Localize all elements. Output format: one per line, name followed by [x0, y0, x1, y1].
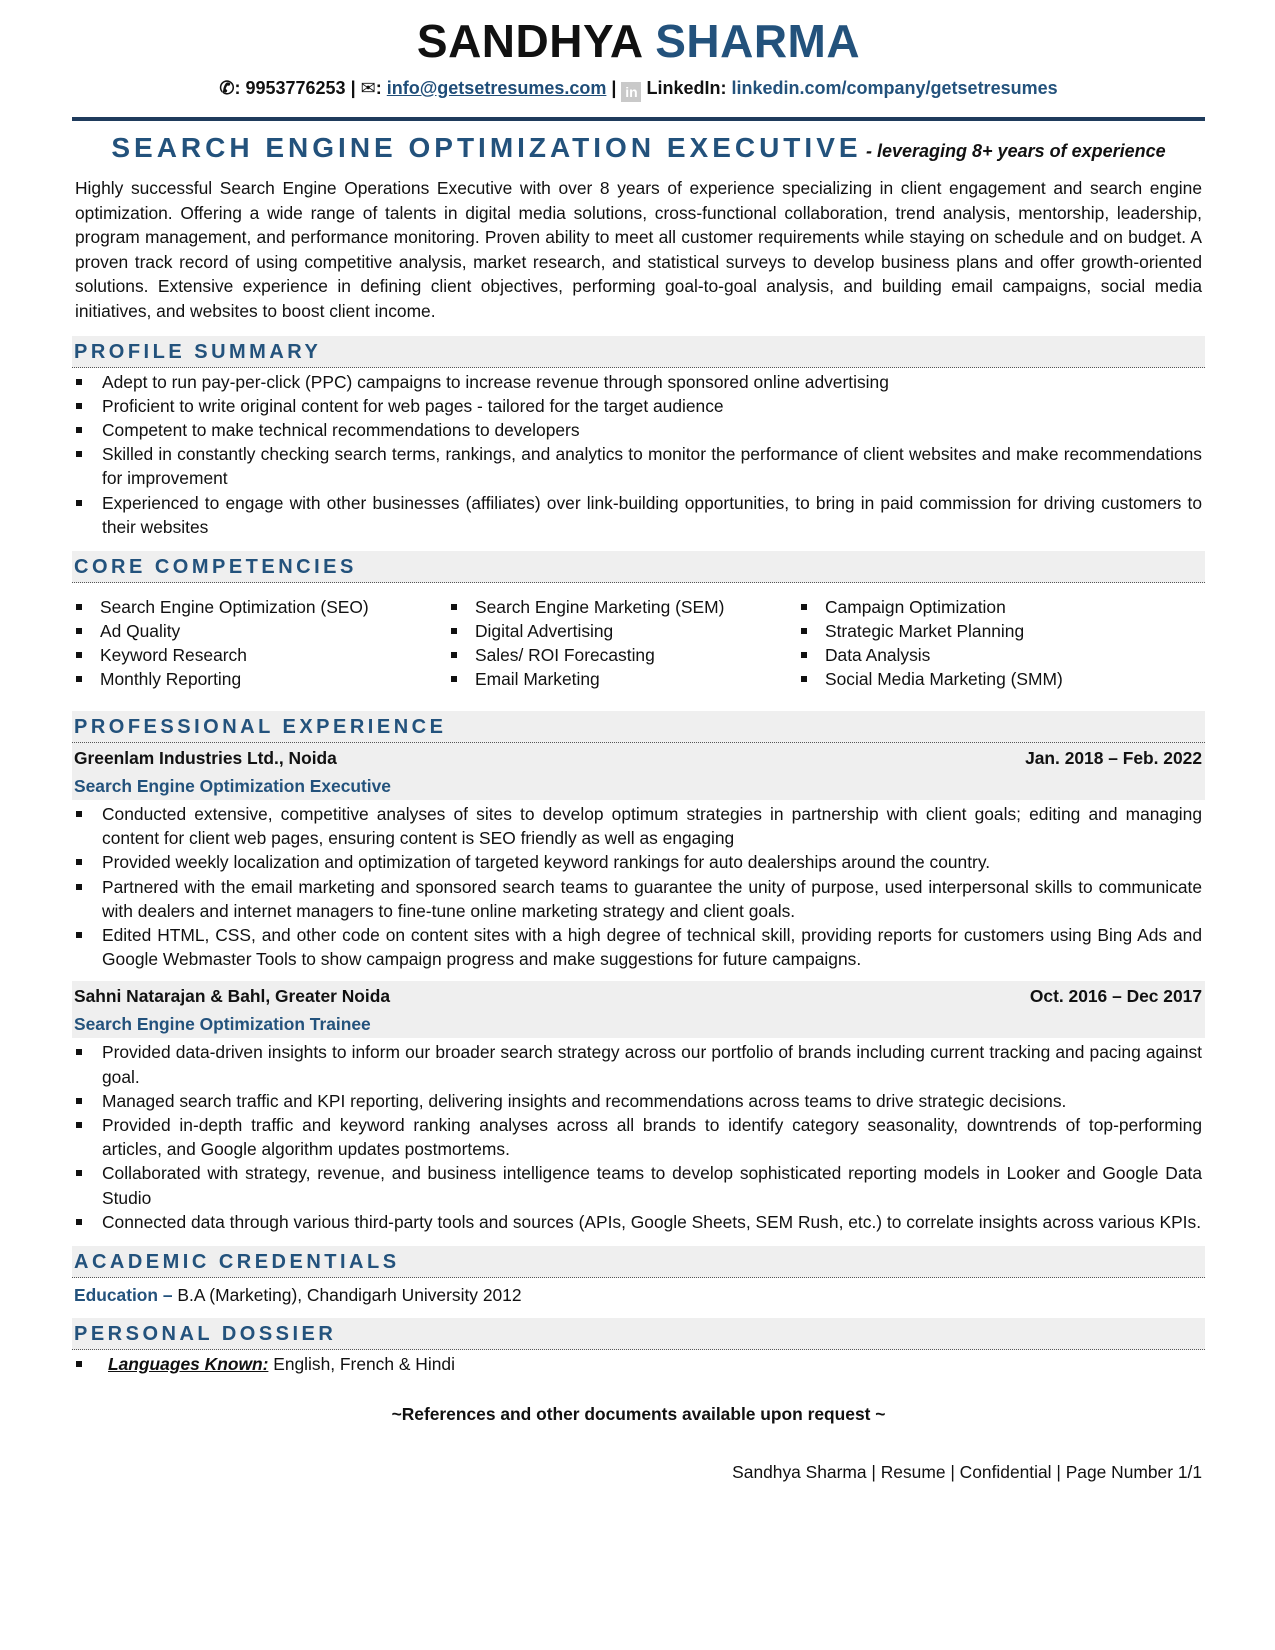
job-header — [72, 981, 1205, 1038]
competency-item: Monthly Reporting — [72, 667, 447, 691]
competency-item: Search Engine Optimization (SEO) — [72, 595, 447, 619]
education-entry — [72, 1282, 1205, 1308]
job-title: SEARCH ENGINE OPTIMIZATION EXECUTIVE — [111, 132, 862, 163]
list-item: Skilled in constantly checking search terms, rankings, and analytics to monitor the performance of client websites and make recommendations for improvement — [72, 442, 1205, 490]
section-heading: PROFILE SUMMARY — [74, 340, 322, 363]
list-item: Conducted extensive, competitive analyses of sites to develop optimum strategies in partnership with client goals; editing and managing content for client web pages, ensuring content is SEO friendly as well as engaging — [72, 802, 1205, 850]
list-item: Managed search traffic and KPI reporting, delivering insights and recommendations across teams to drive strategic decisions. — [72, 1089, 1205, 1113]
section-heading: CORE COMPETENCIES — [74, 555, 357, 578]
job-bullets — [72, 1040, 1205, 1234]
competency-item: Campaign Optimization — [797, 595, 1197, 619]
list-item: Adept to run pay-per-click (PPC) campaigns to increase revenue through sponsored online advertising — [72, 370, 1205, 394]
job-role: Search Engine Optimization Trainee — [74, 1014, 371, 1035]
list-item: Collaborated with strategy, revenue, and business intelligence teams to develop sophisticated reporting models in Looker and Google Data Studio — [72, 1161, 1205, 1209]
candidate-name — [72, 12, 1205, 70]
company-name: Greenlam Industries Ltd., Noida — [74, 747, 337, 768]
competency-item: Sales/ ROI Forecasting — [447, 643, 797, 667]
headline — [72, 131, 1205, 170]
section-heading: ACADEMIC CREDENTIALS — [74, 1251, 400, 1274]
list-item: Provided data-driven insights to inform our broader search strategy across our portfolio of brands including current tracking and pacing against goal. — [72, 1040, 1205, 1088]
email-link[interactable]: info@getsetresumes.com — [386, 78, 607, 98]
competency-item: Keyword Research — [72, 643, 447, 667]
list-item — [72, 1352, 1205, 1376]
job-dates: Jan. 2018 – Feb. 2022 — [1025, 747, 1202, 768]
headline-tagline: - leveraging 8+ years of experience — [866, 141, 1166, 161]
list-item: Provided weekly localization and optimization of targeted keyword rankings for auto dealerships around the country. — [72, 850, 1205, 874]
list-item: Proficient to write original content for web pages - tailored for the target audience — [72, 394, 1205, 418]
phone-icon: ✆ — [219, 78, 235, 98]
job-bullets — [72, 802, 1205, 971]
languages-label: Languages Known: — [108, 1354, 269, 1375]
languages-value: English, French & Hindi — [268, 1354, 455, 1375]
list-item: Connected data through various third-party tools and sources (APIs, Google Sheets, SEM Rush, etc.) to correlate insights across various KPIs. — [72, 1210, 1205, 1234]
list-item: Competent to make technical recommendations to developers — [72, 418, 1205, 442]
education-label: Education – — [74, 1285, 173, 1306]
competency-item: Strategic Market Planning — [797, 619, 1197, 643]
competency-item: Ad Quality — [72, 619, 447, 643]
section-profile-summary — [72, 336, 1205, 368]
page-footer: Sandhya Sharma | Resume | Confidential | Page Number 1/1 — [732, 1462, 1202, 1483]
section-heading: PERSONAL DOSSIER — [74, 1323, 337, 1346]
competencies-grid — [72, 595, 1205, 691]
job-dates: Oct. 2016 – Dec 2017 — [1029, 986, 1202, 1007]
competencies-column — [797, 595, 1197, 691]
competencies-column — [447, 595, 797, 691]
email-label: : — [375, 78, 382, 98]
summary-paragraph: Highly successful Search Engine Operations Executive with over 8 years of experience specializing in client engagement and search engine optimization. Offering a wide range of talents in digital media solutions, cross-functional collaboration, trend analysis, mentorship, leadership, program management, and performance monitoring. Proven ability to meet all customer requirements while staying on schedule and on budget. A proven track record of using competitive analysis, market research, and statistical surveys to develop business plans and offer growth-oriented solutions. Extensive experience in defining client objectives, performing goal-to-goal analysis, and building email campaigns, social media initiatives, and websites to boost client income. — [75, 178, 1202, 321]
competency-item: Data Analysis — [797, 643, 1197, 667]
competency-item: Social Media Marketing (SMM) — [797, 667, 1197, 691]
section-professional-experience — [72, 711, 1205, 743]
contact-line — [72, 76, 1205, 102]
job-role: Search Engine Optimization Executive — [74, 775, 391, 796]
linkedin-link[interactable]: linkedin.com/company/getsetresumes — [731, 78, 1058, 98]
profile-summary-list — [72, 370, 1205, 539]
references-note: ~References and other documents available upon request ~ — [391, 1404, 886, 1425]
envelope-icon: ✉ — [360, 78, 376, 98]
list-item: Edited HTML, CSS, and other code on content sites with a high degree of technical skill, providing reports for customers using Bing Ads and Google Webmaster Tools to show campaign progress and make suggestions for future campaigns. — [72, 923, 1205, 971]
linkedin-label: LinkedIn: — [646, 78, 727, 98]
company-name: Sahni Natarajan & Bahl, Greater Noida — [74, 986, 391, 1007]
section-core-competencies — [72, 551, 1205, 583]
list-item: Experienced to engage with other businesses (affiliates) over link-building opportunities, to bring in paid commission for driving customers to their websites — [72, 491, 1205, 539]
section-heading: PROFESSIONAL EXPERIENCE — [74, 715, 447, 738]
phone-number: : 9953776253 — [234, 78, 346, 98]
first-name: SANDHYA — [416, 15, 642, 67]
list-item: Partnered with the email marketing and sponsored search teams to guarantee the unity of purpose, used interpersonal skills to communicate with dealers and internet managers to fine-tune online marketing strategy and client goals. — [72, 875, 1205, 923]
separator: | — [350, 78, 356, 98]
competency-item: Search Engine Marketing (SEM) — [447, 595, 797, 619]
job-header — [72, 743, 1205, 800]
last-name: SHARMA — [655, 15, 861, 67]
resume-page — [72, 0, 1205, 1484]
competency-item: Digital Advertising — [447, 619, 797, 643]
list-item: Provided in-depth traffic and keyword ranking analyses across all brands to identify category seasonality, downtrends of top-performing articles, and Google algorithm updates postmortems. — [72, 1113, 1205, 1161]
section-personal-dossier — [72, 1318, 1205, 1350]
linkedin-icon: in — [621, 82, 641, 102]
header-divider — [72, 117, 1205, 121]
education-value: B.A (Marketing), Chandigarh University 2012 — [172, 1285, 522, 1306]
section-academic-credentials — [72, 1246, 1205, 1278]
separator: | — [611, 78, 617, 98]
personal-list — [72, 1352, 1205, 1376]
competencies-column — [72, 595, 447, 691]
competency-item: Email Marketing — [447, 667, 797, 691]
